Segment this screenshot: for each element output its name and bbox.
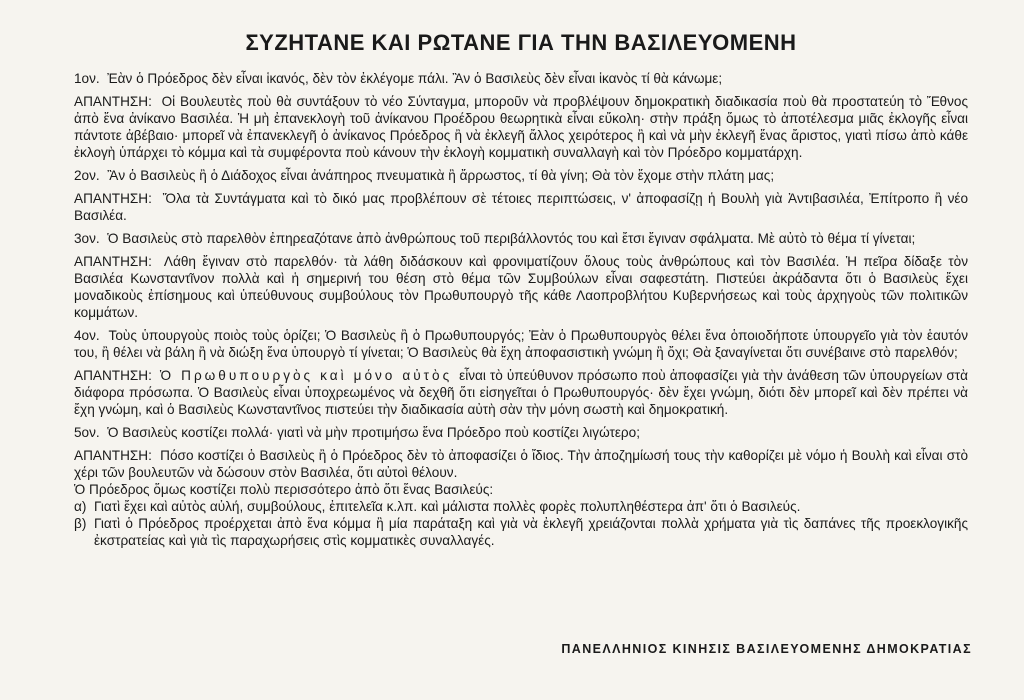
question-1-label: 1ον.: [74, 71, 104, 86]
answer-5: [74, 447, 968, 498]
question-2: [74, 167, 968, 184]
answer-2-text: Ὅλα τὰ Συντάγματα καὶ τὸ δικό μας προβλέπουν σὲ τέτοιες περιπτώσεις, ν' ἀποφασίζῃ ἡ Βουλὴ γιὰ Ἀντιβασιλέα, Ἐπίτροπο ἢ νέο Βασιλέα.: [74, 191, 969, 223]
question-2-label: 2ον.: [74, 168, 104, 183]
list-marker: β): [74, 516, 87, 531]
organization-signature: ΠΑΝΕΛΛΗΝΙΟΣ ΚΙΝΗΣΙΣ ΒΑΣΙΛΕΥΟΜΕΝΗΣ ΔΗΜΟΚΡΑΤΙΑΣ: [561, 642, 972, 656]
question-4: [74, 327, 968, 361]
answer-1-label: ΑΠΑΝΤΗΣΗ:: [74, 94, 157, 109]
question-3-label: 3ον.: [74, 231, 104, 246]
answer-4: [74, 367, 968, 418]
answer-3-label: ΑΠΑΝΤΗΣΗ:: [74, 254, 159, 269]
question-1-text: Ἐὰν ὁ Πρόεδρος δὲν εἶναι ἱκανός, δὲν τὸν ἐκλέγομε πάλι. Ἂν ὁ Βασιλεὺς δὲν εἶναι ἱκανὸς τί θὰ κάνωμε;: [107, 71, 723, 86]
question-5: [74, 424, 968, 441]
answer-3-text: Λάθη ἔγιναν στὸ παρελθόν· τὰ λάθη διδάσκουν καὶ φρονιματίζουν ὅλους τοὺς ἀνθρώπους καὶ τὸν Βασιλέα. Ἡ πεῖρα δίδαξε τὸν Βασιλέα Κωνσταντῖνον πολλὰ καὶ ἡ σημερινή του θέση στὸ θέμα τῶν Συμβούλων εἶναι σαφεστάτη. Πιστεύει ἀκράδαντα ὅτι ὁ Βασιλεὺς ἔχει μοναδικοὺς ἐπίσημους καὶ ὑπεύθυνους συμβούλους τὸν Πρωθυπουργὸ τῆς κάθε Λαοπροβλήτου Κυβερνήσεως καὶ τοὺς ἀρχηγοὺς τῶν πολιτικῶν κομμάτων.: [74, 254, 969, 320]
answer-1: [74, 93, 968, 161]
answer-3: [74, 253, 968, 321]
list-item-text: Γιατὶ ὁ Πρόεδρος προέρχεται ἀπὸ ἕνα κόμμα ἢ μία παράταξη καὶ γιὰ νὰ ἐκλεγῆ χρειάζονται πολλὰ χρήματα γιὰ τὶς δαπάνες τῆς προεκλογικῆς ἐκστρατείας καὶ γιὰ τὶς παραχωρήσεις στὶς κομματικὲς συναλλαγές.: [94, 516, 968, 548]
question-3-text: Ὁ Βασιλεὺς στὸ παρελθὸν ἐπηρεαζότανε ἀπὸ ἀνθρώπους τοῦ περιβάλλοντός του καὶ ἔτσι ἔγιναν σφάλματα. Μὲ αὐτὸ τὸ θέμα τί γίνεται;: [107, 231, 916, 246]
list-item: [74, 515, 968, 549]
question-4-label: 4ον.: [74, 328, 105, 343]
answer-5-text: Πόσο κοστίζει ὁ Βασιλεὺς ἢ ὁ Πρόεδρος δὲν τὸ ἀποφασίζει ὁ ἴδιος. Τὴν ἀποζημίωσή τους τὴν καθορίζει μὲ νόμο ἡ Βουλὴ καὶ εἶναι στὸ χέρι τῶν βουλευτῶν νὰ δώσουν στὸν Βασιλέα, ὅτι αὐτοὶ θέλουν.: [74, 448, 969, 480]
answer-4-emphasis: Ὁ Πρωθυπουργὸς καὶ μόνο αὐτὸς: [159, 368, 460, 383]
document-title: ΣΥΖΗΤΑΝΕ ΚΑΙ ΡΩΤΑΝΕ ΓΙΑ ΤΗΝ ΒΑΣΙΛΕΥΟΜΕΝΗ: [245, 30, 797, 55]
answer-5-label: ΑΠΑΝΤΗΣΗ:: [74, 448, 157, 463]
answer-2-label: ΑΠΑΝΤΗΣΗ:: [74, 191, 158, 206]
question-3: [74, 230, 968, 247]
list-item: [74, 498, 968, 515]
answer-4-label: ΑΠΑΝΤΗΣΗ:: [74, 368, 156, 383]
answer-2: [74, 190, 968, 224]
question-4-text: Τοὺς ὑπουργοὺς ποιὸς τοὺς ὁρίζει; Ὁ Βασιλεὺς ἢ ὁ Πρωθυπουργός; Ἐὰν ὁ Πρωθυπουργὸς θέλει ἕνα ὁποιοδήποτε ὑπουργεῖο γιὰ τὸν ἑαυτόν του, ἢ θέλει νὰ βάλη ἢ νὰ διώξη ἕνα ὑπουργὸ τί γίνεται; Ὁ Βασιλεὺς θὰ ἔχη ἀποφασιστικὴ γνώμη ἢ ὄχι; Θὰ ξαναγίνεται ὅτι συνέβαινε στὸ παρελθόν;: [74, 328, 968, 360]
question-2-text: Ἂν ὁ Βασιλεὺς ἢ ὁ Διάδοχος εἶναι ἀνάπηρος πνευματικὰ ἢ ἄρρωστος, τί θὰ γίνη; Θὰ τὸν ἔχομε στὴν πλάτη μας;: [107, 168, 775, 183]
question-5-text: Ὁ Βασιλεὺς κοστίζει πολλά· γιατὶ νὰ μὴν προτιμήσω ἕνα Πρόεδρο ποὺ κοστίζει λιγώτερο;: [107, 425, 640, 440]
answer-1-text: Οἱ Βουλευτὲς ποὺ θὰ συντάξουν τὸ νέο Σύνταγμα, μποροῦν νὰ προβλέψουν δημοκρατικὴ διαδικασία ποὺ θὰ προστατεύη τὸ Ἔθνος ἀπὸ ἕνα ἀνίκανο Βασιλέα. Ἡ μὴ ἐπανεκλογὴ τοῦ ἀνίκανου Προέδρου θεωρητικὰ εἶναι εὔκολη· στὴν πράξη ὅμως τὸ ἀποτέλεσμα μιᾶς ἐκλογῆς εἶναι πάντοτε ἀβέβαιο· μπορεῖ νὰ ἐπανεκλεγῆ ὁ ἀνίκανος Πρόεδρος ἢ νὰ ἐκλεγῆ ἄλλος χειρότερος ἢ καὶ νὰ μὴν ἐκλεγῆ ἕνας ἄριστος, γιατὶ πίσω ἀπὸ κάθε ἐκλογὴ ὑπάρχει τὸ κόμμα καὶ τὰ συμφέροντα ποὺ κάνουν τὴν ἐκλογὴ κομματικὴ συναλλαγὴ καὶ τὸν Πρόεδρο κομματάρχη.: [74, 94, 968, 160]
question-5-label: 5ον.: [74, 425, 104, 440]
question-1: [74, 70, 968, 87]
answer-4-text: εἶναι τὸ ὑπεύθυνον πρόσωπο ποὺ ἀποφασίζει γιὰ τὴν ἀνάθεση τῶν ὑπουργείων στὰ διάφορα πρόσωπα. Ὁ Βασιλεὺς εἶναι ὑποχρεωμένος νὰ δεχθῆ ὅτι εἰσηγεῖται ὁ Πρωθυπουργός· δὲν ἔχει γνώμη, διότι δὲν μπορεῖ καὶ δὲν πρέπει νὰ ἔχη γνώμη, καὶ ὁ Βασιλεὺς Κωνσταντῖνος πιστεύει τὴν διαδικασία αὐτὴ σὰν τὴν μόνη σωστὴ καὶ δημοκρατική.: [74, 368, 968, 417]
answer-5-text-2: Ὁ Πρόεδρος ὅμως κοστίζει πολὺ περισσότερο ἀπὸ ὅτι ἕνας Βασιλεύς:: [74, 482, 494, 497]
list-marker: α): [74, 499, 87, 514]
list-item-text: Γιατὶ ἔχει καὶ αὐτὸς αὐλή, συμβούλους, ἐπιτελεῖα κ.λπ. καὶ μάλιστα πολλὲς φορὲς πολυπληθέστερα ἀπ' ὅτι ὁ Βασιλεύς.: [94, 499, 801, 514]
